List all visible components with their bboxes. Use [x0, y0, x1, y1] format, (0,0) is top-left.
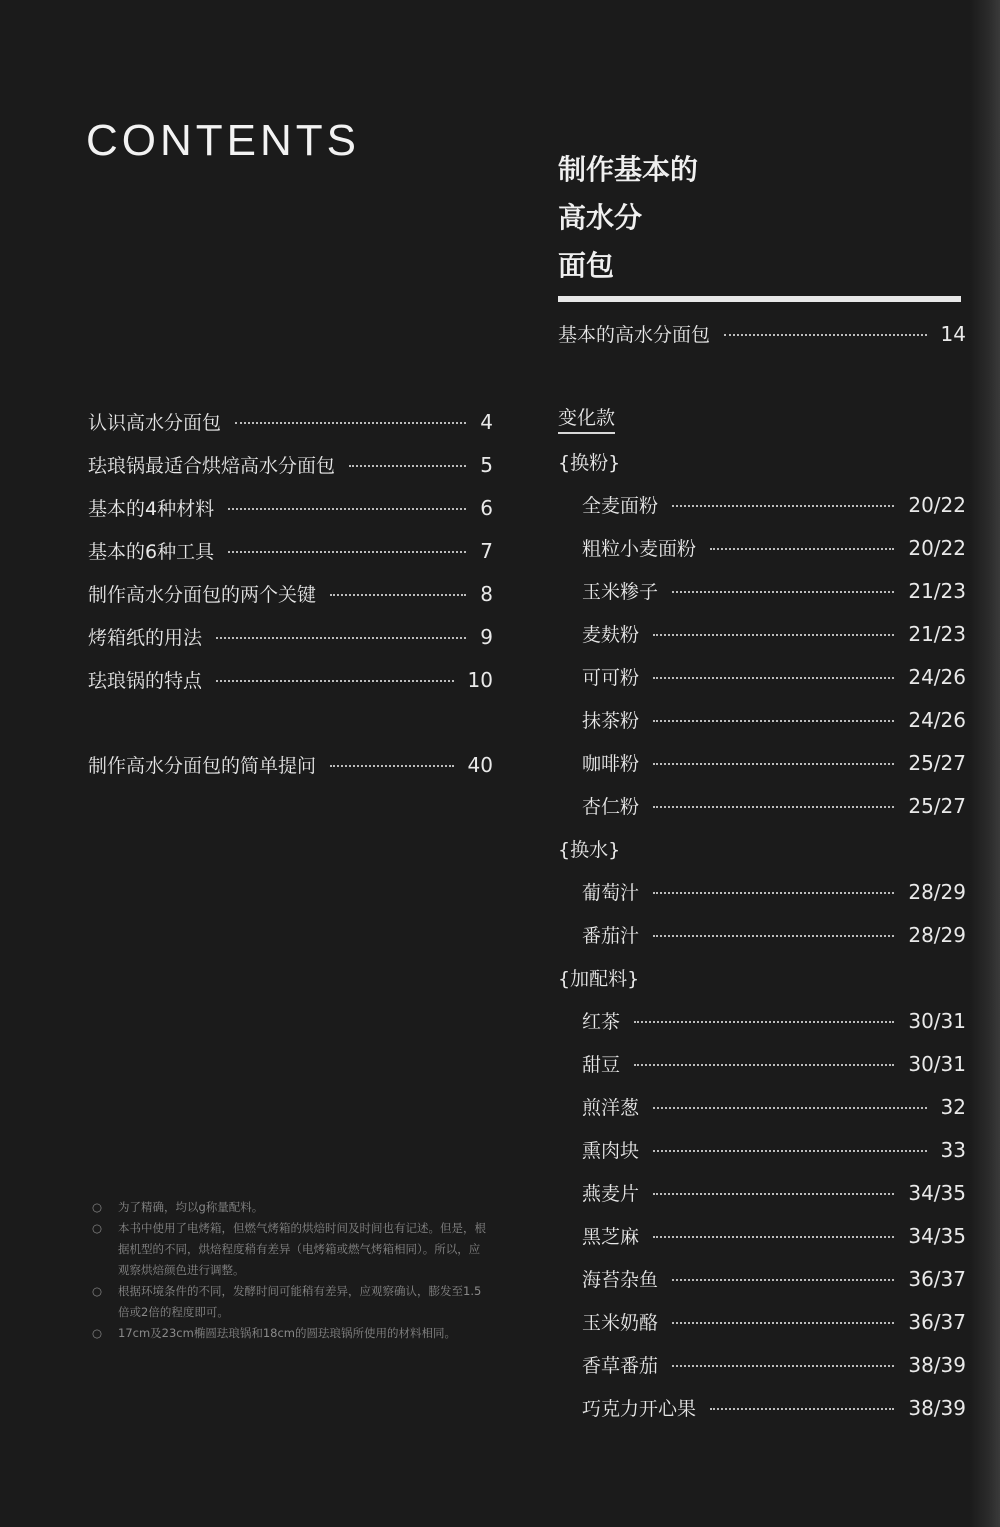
toc-title: 香草番茄	[582, 1355, 659, 1377]
toc-row[interactable]	[88, 400, 493, 443]
toc-title: 基本的6种工具	[88, 541, 215, 563]
toc-title: 熏肉块	[582, 1140, 640, 1162]
toc-page: 40	[467, 752, 493, 777]
notes	[92, 1197, 487, 1344]
toc-page: 8	[480, 581, 493, 606]
leader-dots	[653, 1150, 927, 1152]
toc-title: 抹茶粉	[582, 710, 640, 732]
toc-row[interactable]	[558, 1042, 966, 1085]
leader-dots	[349, 465, 466, 467]
leader-dots	[672, 591, 894, 593]
toc-row[interactable]	[558, 1386, 966, 1429]
leader-dots	[672, 1365, 894, 1367]
toc-page: 28/29	[908, 879, 966, 904]
leader-dots	[228, 551, 466, 553]
leader-dots	[216, 680, 454, 682]
toc-page: 30/31	[908, 1008, 966, 1033]
toc-row[interactable]	[558, 1085, 966, 1128]
bullet-icon: ○	[92, 1284, 103, 1298]
toc-page: 38/39	[908, 1352, 966, 1377]
leader-dots	[216, 637, 466, 639]
page-title: CONTENTS	[86, 116, 360, 165]
toc-title: 全麦面粉	[582, 495, 659, 517]
leader-dots	[634, 1064, 894, 1066]
note-text: 本书中使用了电烤箱，但燃气烤箱的烘焙时间及时间也有记述。但是，根据机型的不同，烘焙程度稍有差异（电烤箱或燃气烤箱相同）。所以，应观察烘焙颜色进行调整。	[118, 1221, 486, 1277]
leader-dots	[228, 508, 466, 510]
leader-dots	[653, 634, 894, 636]
page-edge	[970, 0, 1000, 1527]
section-title	[558, 146, 698, 290]
toc-title: 基本的高水分面包	[558, 324, 711, 346]
toc-row[interactable]	[558, 1300, 966, 1343]
right-toc	[558, 312, 966, 1429]
toc-page: 36/37	[908, 1309, 966, 1334]
leader-dots	[672, 1322, 894, 1324]
leader-dots	[235, 422, 466, 424]
section-title-line: 高水分	[558, 201, 643, 234]
toc-row[interactable]	[558, 784, 966, 827]
toc-row-faq[interactable]	[88, 743, 493, 786]
section-rule	[558, 296, 961, 302]
toc-row[interactable]	[558, 526, 966, 569]
toc-page: 24/26	[908, 664, 966, 689]
leader-dots	[330, 765, 454, 767]
note-item	[92, 1197, 487, 1218]
toc-title: 红茶	[582, 1011, 621, 1033]
leader-dots	[710, 1408, 894, 1410]
toc-page: 25/27	[908, 793, 966, 818]
toc-row[interactable]	[558, 870, 966, 913]
note-item	[92, 1323, 487, 1344]
toc-page: 33	[940, 1137, 966, 1162]
toc-page: 32	[940, 1094, 966, 1119]
toc-page: 28/29	[908, 922, 966, 947]
toc-page: 9	[480, 624, 493, 649]
toc-row[interactable]	[558, 483, 966, 526]
toc-title: 玉米奶酪	[582, 1312, 659, 1334]
toc-row[interactable]	[558, 1171, 966, 1214]
toc-title: 杏仁粉	[582, 796, 640, 818]
section-title-line: 面包	[558, 249, 615, 282]
toc-title: 粗粒小麦面粉	[582, 538, 697, 560]
toc-page: 38/39	[908, 1395, 966, 1420]
toc-title: 葡萄汁	[582, 882, 640, 904]
toc-title: 麦麸粉	[582, 624, 640, 646]
leader-dots	[653, 1193, 894, 1195]
toc-row[interactable]	[558, 655, 966, 698]
toc-page: 5	[480, 452, 493, 477]
toc-row[interactable]	[558, 999, 966, 1042]
toc-title: 黑芝麻	[582, 1226, 640, 1248]
toc-page: 24/26	[908, 707, 966, 732]
toc-row[interactable]	[558, 1257, 966, 1300]
toc-page: 34/35	[908, 1223, 966, 1248]
leader-dots	[653, 720, 894, 722]
toc-page: 30/31	[908, 1051, 966, 1076]
toc-title: 甜豆	[582, 1054, 621, 1076]
toc-title: 制作高水分面包的两个关键	[88, 584, 317, 606]
leader-dots	[634, 1021, 894, 1023]
toc-row[interactable]	[558, 1128, 966, 1171]
toc-title: 燕麦片	[582, 1183, 640, 1205]
toc-row[interactable]	[88, 658, 493, 701]
bullet-icon: ○	[92, 1200, 103, 1214]
toc-title: 认识高水分面包	[88, 412, 222, 434]
leader-dots	[672, 505, 894, 507]
toc-row[interactable]	[558, 741, 966, 784]
leader-dots	[653, 1107, 927, 1109]
note-text: 为了精确，均以g称量配料。	[118, 1200, 264, 1214]
toc-row[interactable]	[558, 612, 966, 655]
toc-page: 6	[480, 495, 493, 520]
toc-page: 14	[940, 321, 966, 346]
toc-row[interactable]	[558, 569, 966, 612]
note-text: 17cm及23cm椭圆珐琅锅和18cm的圆珐琅锅所使用的材料相同。	[118, 1326, 456, 1340]
toc-title: 烤箱纸的用法	[88, 627, 203, 649]
left-toc	[88, 400, 493, 786]
toc-title: 番茄汁	[582, 925, 640, 947]
toc-title: 咖啡粉	[582, 753, 640, 775]
leader-dots	[653, 806, 894, 808]
toc-page: 20/22	[908, 535, 966, 560]
leader-dots	[653, 1236, 894, 1238]
leader-dots	[710, 548, 894, 550]
toc-page: 10	[467, 667, 493, 692]
leader-dots	[653, 763, 894, 765]
leader-dots	[653, 935, 894, 937]
toc-title: 制作高水分面包的简单提问	[88, 755, 317, 777]
toc-row[interactable]	[88, 529, 493, 572]
toc-title: 海苔杂鱼	[582, 1269, 659, 1291]
toc-title: 珐琅锅的特点	[88, 670, 203, 692]
toc-row[interactable]	[88, 615, 493, 658]
toc-row-basic[interactable]	[558, 312, 966, 355]
section-title-line: 制作基本的	[558, 153, 699, 186]
group-label: {加配料}	[558, 968, 640, 990]
note-item	[92, 1281, 487, 1323]
toc-row[interactable]	[558, 1214, 966, 1257]
leader-dots	[672, 1279, 894, 1281]
toc-row[interactable]	[558, 1343, 966, 1386]
toc-page: 21/23	[908, 621, 966, 646]
leader-dots	[653, 892, 894, 894]
toc-page: 25/27	[908, 750, 966, 775]
leader-dots	[724, 334, 927, 336]
bullet-icon: ○	[92, 1326, 103, 1340]
toc-page: 7	[480, 538, 493, 563]
toc-title: 煎洋葱	[582, 1097, 640, 1119]
toc-row[interactable]	[88, 443, 493, 486]
toc-page: 20/22	[908, 492, 966, 517]
toc-title: 巧克力开心果	[582, 1398, 697, 1420]
group-label: {换水}	[558, 839, 621, 861]
note-item	[92, 1218, 487, 1281]
toc-title: 可可粉	[582, 667, 640, 689]
variation-heading: 变化款	[558, 397, 966, 440]
toc-page: 4	[480, 409, 493, 434]
toc-row[interactable]	[558, 913, 966, 956]
leader-dots	[330, 594, 466, 596]
toc-page: 36/37	[908, 1266, 966, 1291]
toc-title: 珐琅锅最适合烘焙高水分面包	[88, 455, 336, 477]
toc-title: 基本的4种材料	[88, 498, 215, 520]
toc-row[interactable]	[88, 486, 493, 529]
toc-row[interactable]	[88, 572, 493, 615]
toc-title: 玉米糁子	[582, 581, 659, 603]
toc-row[interactable]	[558, 698, 966, 741]
toc-page: 21/23	[908, 578, 966, 603]
bullet-icon: ○	[92, 1221, 103, 1235]
note-text: 根据环境条件的不同，发酵时间可能稍有差异，应观察确认，膨发至1.5倍或2倍的程度即可。	[118, 1284, 482, 1319]
group-label: {换粉}	[558, 452, 621, 474]
toc-page: 34/35	[908, 1180, 966, 1205]
leader-dots	[653, 677, 894, 679]
